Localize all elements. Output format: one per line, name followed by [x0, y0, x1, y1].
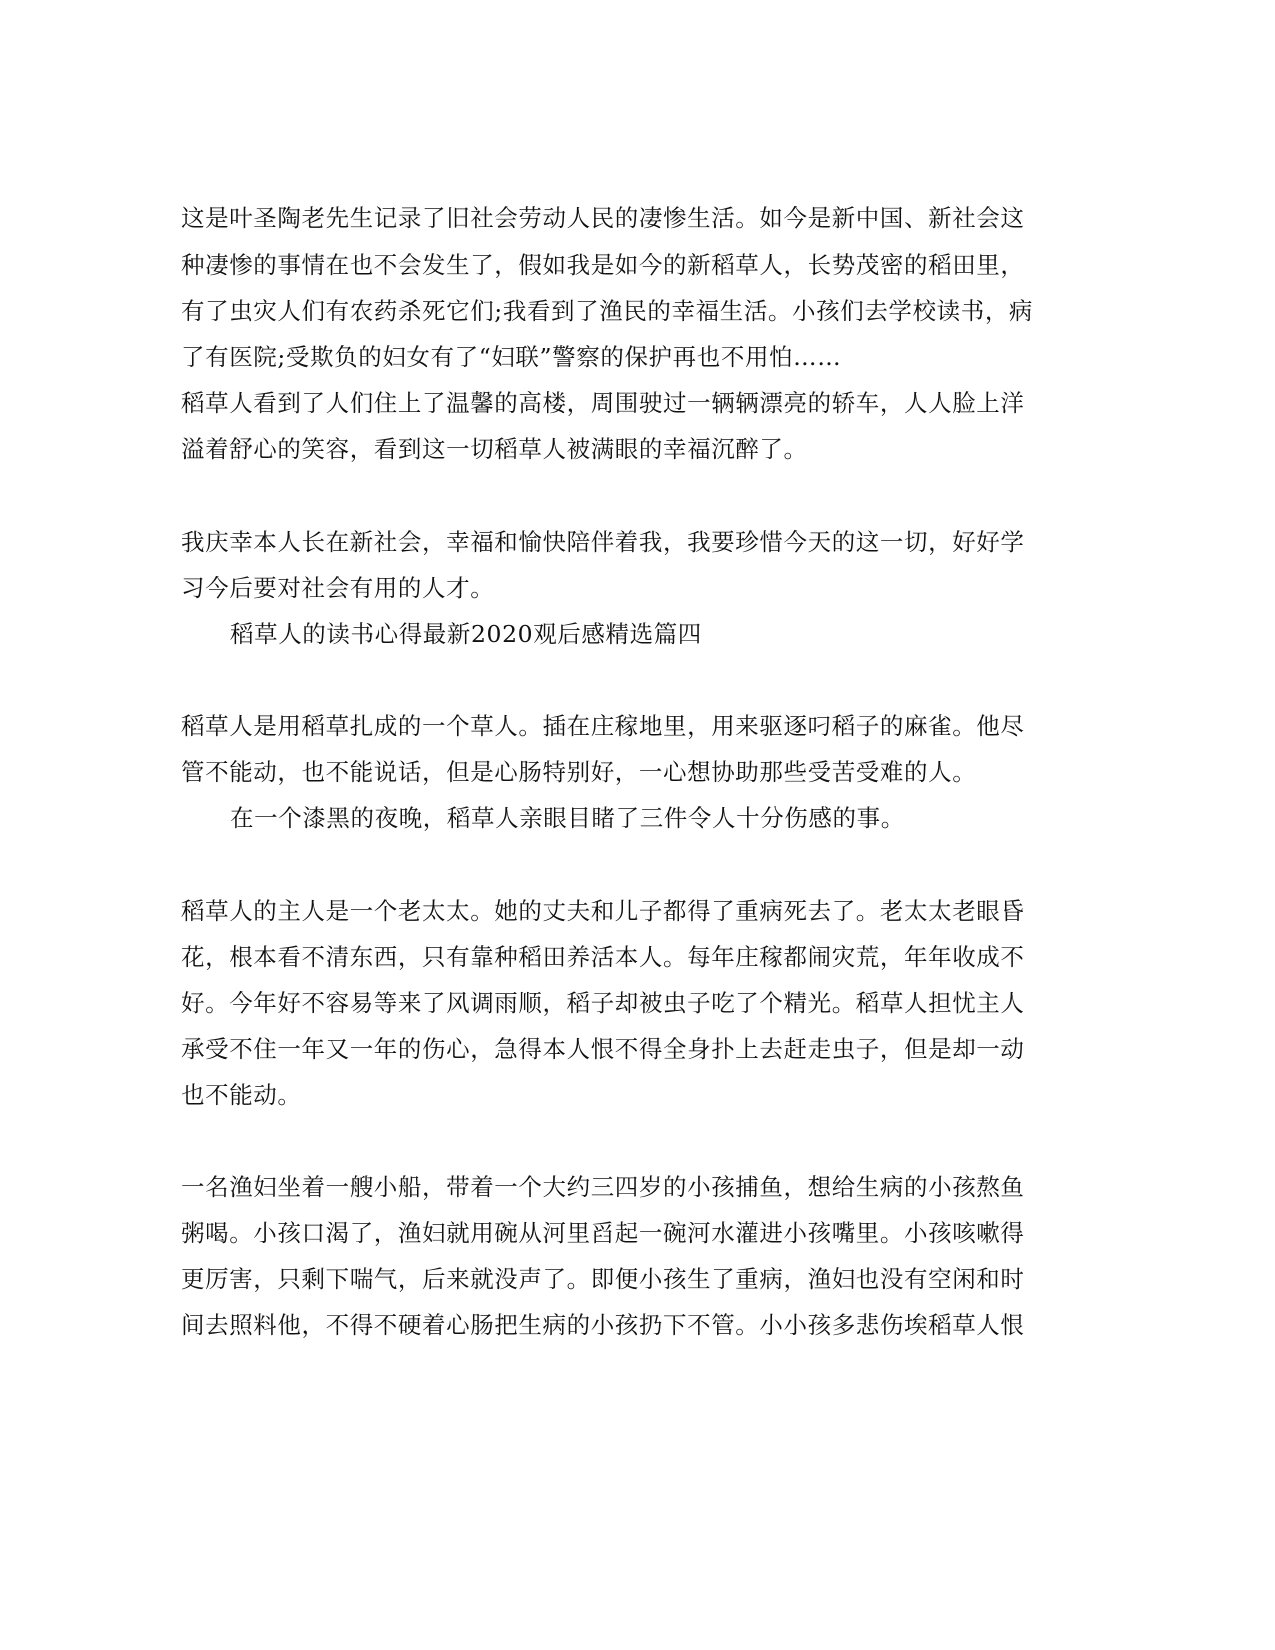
paragraph-3-line-2: 习今后要对社会有用的人才。 — [181, 574, 495, 602]
paragraph-8-line-1: 一名渔妇坐着一艘小船，带着一个大约三四岁的小孩捕鱼，想给生病的小孩熬鱼 — [181, 1173, 1025, 1201]
paragraph-6-line-1: 在一个漆黑的夜晚，稻草人亲眼目睹了三件令人十分伤感的事。 — [230, 804, 905, 832]
paragraph-2-line-1: 稻草人看到了人们住上了温馨的高楼，周围驶过一辆辆漂亮的轿车，人人脸上洋 — [181, 389, 1025, 417]
paragraph-1-line-4: 了有医院;受欺负的妇女有了“妇联”警察的保护再也不用怕…… — [181, 343, 842, 371]
paragraph-7-line-1: 稻草人的主人是一个老太太。她的丈夫和儿子都得了重病死去了。老太太老眼昏 — [181, 897, 1025, 925]
section-heading: 稻草人的读书心得最新2020观后感精选篇四 — [230, 620, 702, 648]
paragraph-2-line-2: 溢着舒心的笑容，看到这一切稻草人被满眼的幸福沉醉了。 — [181, 435, 808, 463]
paragraph-8-line-2: 粥喝。小孩口渴了，渔妇就用碗从河里舀起一碗河水灌进小孩嘴里。小孩咳嗽得 — [181, 1219, 1025, 1247]
paragraph-7-line-2: 花，根本看不清东西，只有靠种稻田养活本人。每年庄稼都闹灾荒，年年收成不 — [181, 943, 1025, 971]
paragraph-8-line-4: 间去照料他，不得不硬着心肠把生病的小孩扔下不管。小小孩多悲伤埃稻草人恨 — [181, 1311, 1025, 1339]
paragraph-7-line-3: 好。今年好不容易等来了风调雨顺，稻子却被虫子吃了个精光。稻草人担忧主人 — [181, 989, 1025, 1017]
paragraph-1-line-1: 这是叶圣陶老先生记录了旧社会劳动人民的凄惨生活。如今是新中国、新社会这 — [181, 204, 1025, 232]
paragraph-7-line-4: 承受不住一年又一年的伤心，急得本人恨不得全身扑上去赶走虫子，但是却一动 — [181, 1035, 1025, 1063]
paragraph-3-line-1: 我庆幸本人长在新社会，幸福和愉快陪伴着我，我要珍惜今天的这一切，好好学 — [181, 528, 1025, 556]
paragraph-1-line-2: 种凄惨的事情在也不会发生了，假如我是如今的新稻草人，长势茂密的稻田里， — [181, 251, 1025, 279]
paragraph-5-line-1: 稻草人是用稻草扎成的一个草人。插在庄稼地里，用来驱逐叼稻子的麻雀。他尽 — [181, 712, 1025, 740]
paragraph-8-line-3: 更厉害，只剩下喘气，后来就没声了。即便小孩生了重病，渔妇也没有空闲和时 — [181, 1265, 1025, 1293]
paragraph-5-line-2: 管不能动，也不能说话，但是心肠特别好，一心想协助那些受苦受难的人。 — [181, 758, 977, 786]
paragraph-1-line-3: 有了虫灾人们有农药杀死它们;我看到了渔民的幸福生活。小孩们去学校读书，病 — [181, 297, 1034, 325]
paragraph-7-line-5: 也不能动。 — [181, 1081, 302, 1109]
